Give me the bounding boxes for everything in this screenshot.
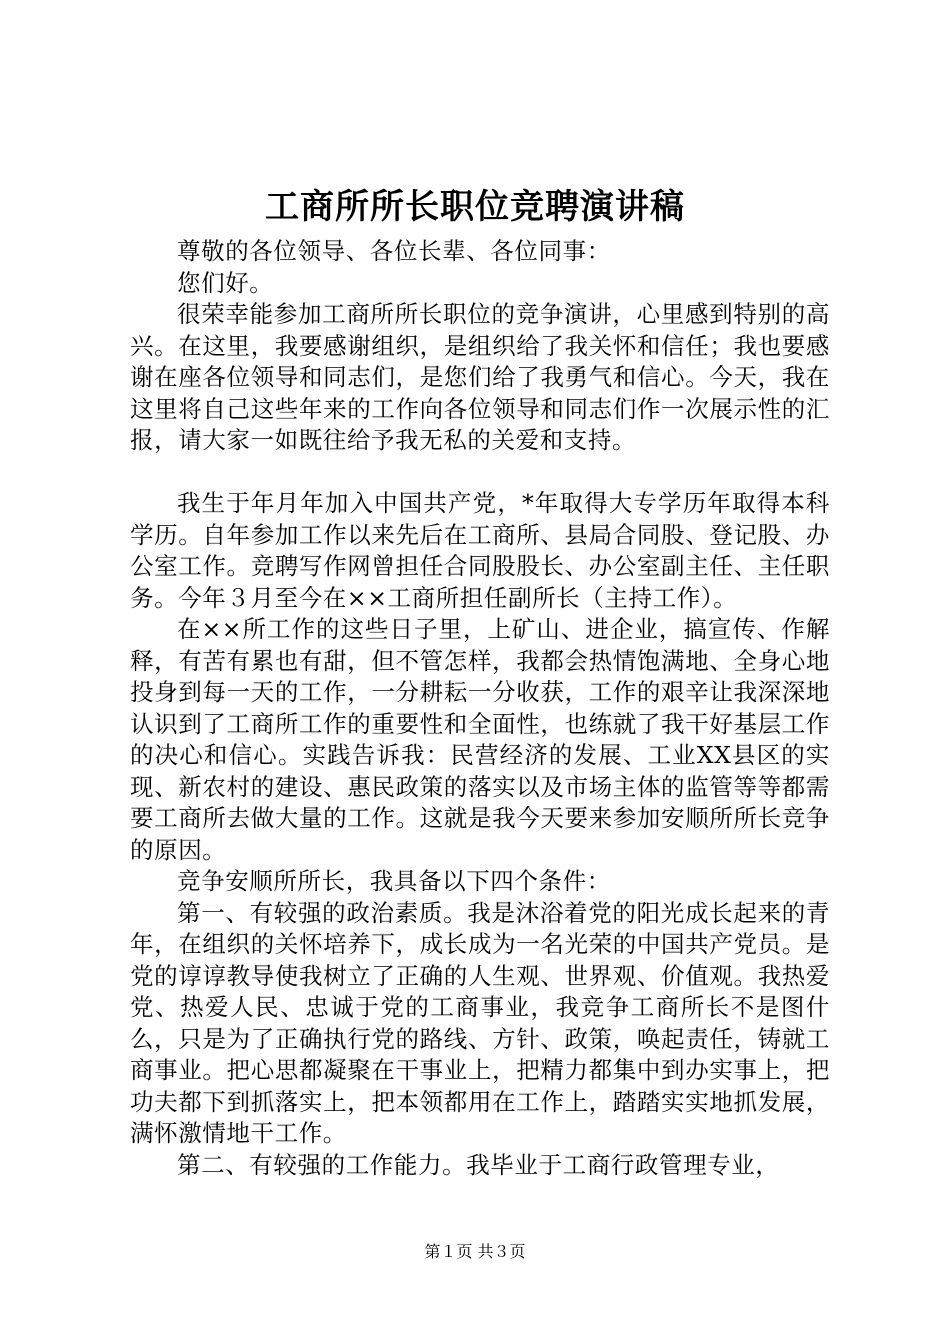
page-footer: 第１页 共３页 [424,1242,526,1261]
salutation-paragraph: 您们好。 [177,268,274,297]
document-body [130,236,830,1181]
experience-paragraph: 在××所工作的这些日子里，上矿山、进企业，搞宣传、作解释，有苦有累也有甜，但不管怎样，我都会热情饱满地、全身心地投身到每一天的工作，一分耕耘一分收获，工作的艰辛让我深深地认识到了工商所工作的重要性和全面性，也练就了我干好基层工作的决心和信心。实践告诉我：民营经济的发展、工业XX县区的实现、新农村的建设、惠民政策的落实以及市场主体的监管等等都需要工商所去做大量的工作。这就是我今天要来参加安顺所所长竞争的原因。 [130,615,830,864]
greeting-paragraph: 尊敬的各位领导、各位长辈、各位同事： [177,237,611,265]
document-title: 工商所所长职位竞聘演讲稿 [265,187,685,227]
condition-one-paragraph: 第一、有较强的政治素质。我是沐浴着党的阳光成长起来的青年，在组织的关怀培养下，成长成为一名光荣的中国共产党员。是党的谆谆教导使我树立了正确的人生观、世界观、价值观。我热爱党、热爱人民、忠诚于党的工商事业，我竞争工商所长不是图什么，只是为了正确执行党的路线、方针、政策，唤起责任，铸就工商事业。把心思都凝聚在干事业上，把精力都集中到办实事上，把功夫都下到抓落实上，把本领都用在工作上，踏踏实实地抓发展，满怀激情地干工作。 [130,898,830,1147]
background-paragraph: 我生于年月年加入中国共产党，*年取得大专学历年取得本科学历。自年参加工作以来先后在工商所、县局合同股、登记股、办公室工作。竞聘写作网曾担任合同股股长、办公室副主任、主任职务。今年３月至今在××工商所担任副所长（主持工作）。 [130,489,830,612]
condition-two-paragraph: 第二、有较强的工作能力。我毕业于工商行政管理专业， [177,1150,780,1179]
intro-paragraph: 很荣幸能参加工商所所长职位的竞争演讲，心里感到特别的高兴。在这里，我要感谢组织，是组织给了我关怀和信任；我也要感谢在座各位领导和同志们，是您们给了我勇气和信心。今天，我在这里将自己这些年来的工作向各位领导和同志们作一次展示性的汇报，请大家一如既往给予我无私的关爱和支持。 [130,300,830,454]
conditions-intro-paragraph: 竞争安顺所所长，我具备以下四个条件： [177,867,611,895]
